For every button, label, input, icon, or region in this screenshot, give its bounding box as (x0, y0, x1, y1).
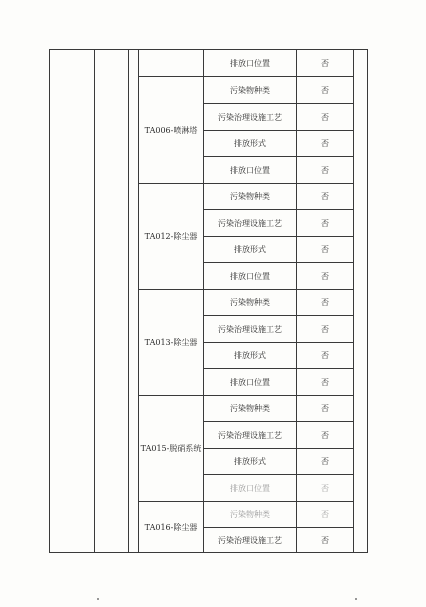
blank-column-3 (129, 50, 139, 553)
blank-column-7 (354, 50, 368, 553)
item-cell: 污染物种类 (204, 290, 297, 316)
facility-cell: TA015-脱硝系统 (139, 396, 204, 502)
value-cell: 否 (297, 449, 354, 475)
scan-speck (97, 598, 99, 600)
scan-speck (355, 598, 357, 600)
value-cell: 否 (297, 475, 354, 502)
item-cell: 污染物种类 (204, 184, 297, 210)
item-cell: 排放口位置 (204, 369, 297, 396)
value-cell: 否 (297, 104, 354, 131)
value-cell: 否 (297, 157, 354, 184)
item-cell: 污染治理设施工艺 (204, 104, 297, 131)
value-cell: 否 (297, 263, 354, 290)
item-cell: 排放口位置 (204, 263, 297, 290)
item-cell: 排放口位置 (204, 157, 297, 184)
item-cell: 污染治理设施工艺 (204, 528, 297, 553)
value-cell: 否 (297, 184, 354, 210)
value-cell: 否 (297, 50, 354, 77)
value-cell: 否 (297, 131, 354, 157)
value-cell: 否 (297, 290, 354, 316)
item-cell: 污染治理设施工艺 (204, 210, 297, 237)
value-cell: 否 (297, 237, 354, 263)
value-cell: 否 (297, 422, 354, 449)
table-row (50, 50, 368, 77)
value-cell: 否 (297, 77, 354, 104)
value-cell: 否 (297, 343, 354, 369)
item-cell: 排放形式 (204, 131, 297, 157)
item-cell: 污染物种类 (204, 77, 297, 104)
value-cell: 否 (297, 528, 354, 553)
item-cell: 污染治理设施工艺 (204, 316, 297, 343)
facility-cell (139, 50, 204, 77)
item-cell: 排放形式 (204, 237, 297, 263)
blank-column-1 (50, 50, 95, 553)
item-cell: 排放口位置 (204, 475, 297, 502)
facility-cell: TA012-除尘器 (139, 184, 204, 290)
item-cell: 污染治理设施工艺 (204, 422, 297, 449)
facility-cell: TA006-喷淋塔 (139, 77, 204, 184)
facility-cell: TA016-除尘器 (139, 502, 204, 553)
facility-cell: TA013-除尘器 (139, 290, 204, 396)
item-cell: 排放形式 (204, 449, 297, 475)
value-cell: 否 (297, 210, 354, 237)
item-cell: 排放形式 (204, 343, 297, 369)
item-cell: 排放口位置 (204, 50, 297, 77)
item-cell: 污染物种类 (204, 396, 297, 422)
inspection-table (49, 49, 368, 553)
value-cell: 否 (297, 369, 354, 396)
value-cell: 否 (297, 502, 354, 528)
value-cell: 否 (297, 316, 354, 343)
item-cell: 污染物种类 (204, 502, 297, 528)
value-cell: 否 (297, 396, 354, 422)
blank-column-2 (95, 50, 129, 553)
